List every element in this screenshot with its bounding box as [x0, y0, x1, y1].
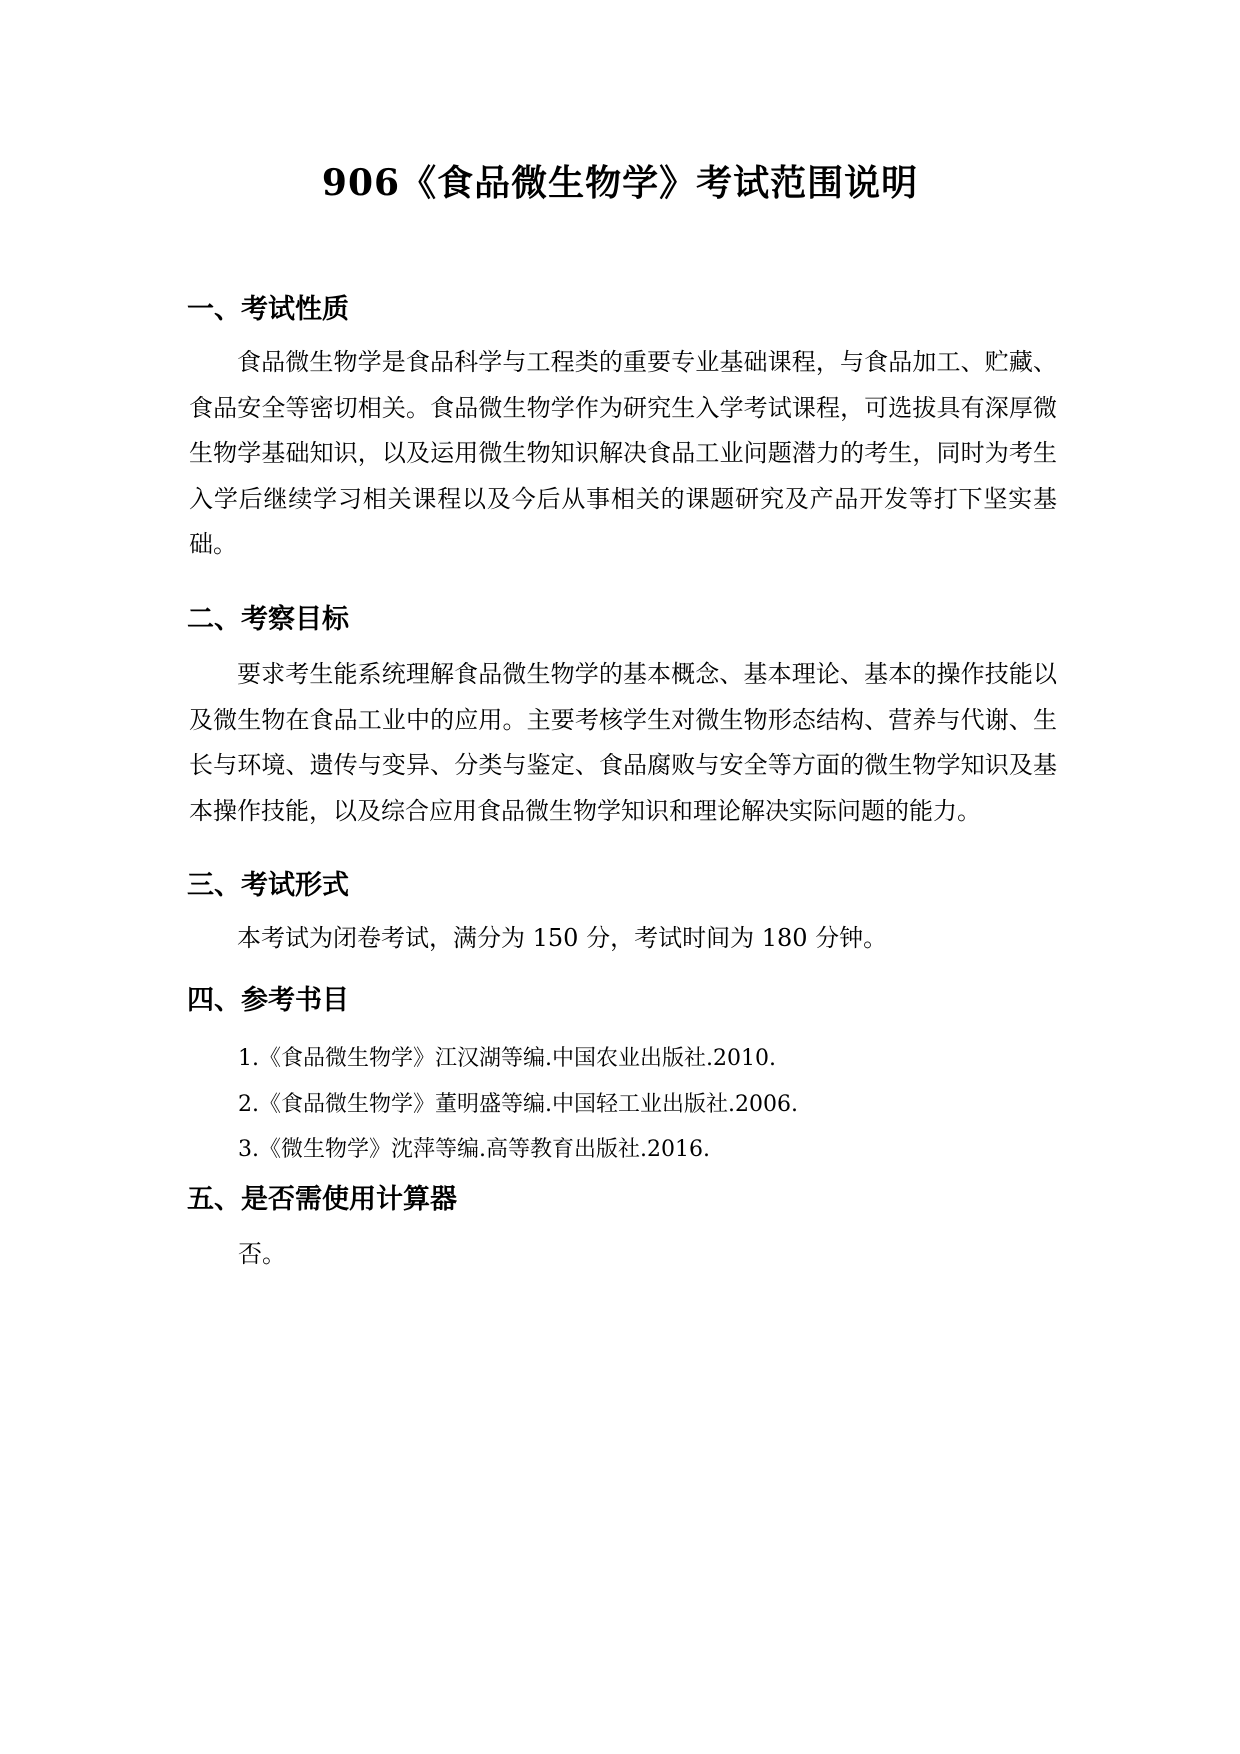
section-heading-exam-objectives: 二、考察目标: [187, 604, 349, 635]
section-text-exam-objectives: 要求考生能系统理解食品微生物学的基本概念、基本理论、基本的操作技能以及微生物在食品工业中的应用。主要考核学生对微生物形态结构、营养与代谢、生长与环境、遗传与变异、分类与鉴定、食品腐败与安全等方面的微生物学知识及基本操作技能，以及综合应用食品微生物学知识和理论解决实际问题的能力。: [189, 660, 1057, 825]
section-heading-calculator: 五、是否需使用计算器: [187, 1184, 457, 1215]
section-heading-exam-nature: 一、考试性质: [187, 294, 349, 325]
reference-book-list: [238, 1036, 798, 1173]
section-heading-exam-format: 三、考试形式: [187, 870, 349, 901]
section-text-exam-format: 本考试为闭卷考试，满分为 150 分，考试时间为 180 分钟。: [237, 924, 888, 952]
section-text-exam-nature: 食品微生物学是食品科学与工程类的重要专业基础课程，与食品加工、贮藏、食品安全等密切相关。食品微生物学作为研究生入学考试课程，可选拔具有深厚微生物学基础知识，以及运用微生物知识解决食品工业问题潜力的考生，同时为考生入学后继续学习相关课程以及今后从事相关的课题研究及产品开发等打下坚实基础。: [189, 348, 1057, 558]
document-title: 906《食品微生物学》考试范围说明: [321, 162, 919, 204]
reference-book-item: 1.《食品微生物学》江汉湖等编.中国农业出版社.2010.: [238, 1046, 776, 1071]
reference-book-item: 2.《食品微生物学》董明盛等编.中国轻工业出版社.2006.: [238, 1091, 798, 1117]
section-heading-reference-books: 四、参考书目: [187, 985, 349, 1016]
section-text-calculator: 否。: [238, 1240, 286, 1268]
reference-book-item: 3.《微生物学》沈萍等编.高等教育出版社.2016.: [238, 1137, 710, 1162]
